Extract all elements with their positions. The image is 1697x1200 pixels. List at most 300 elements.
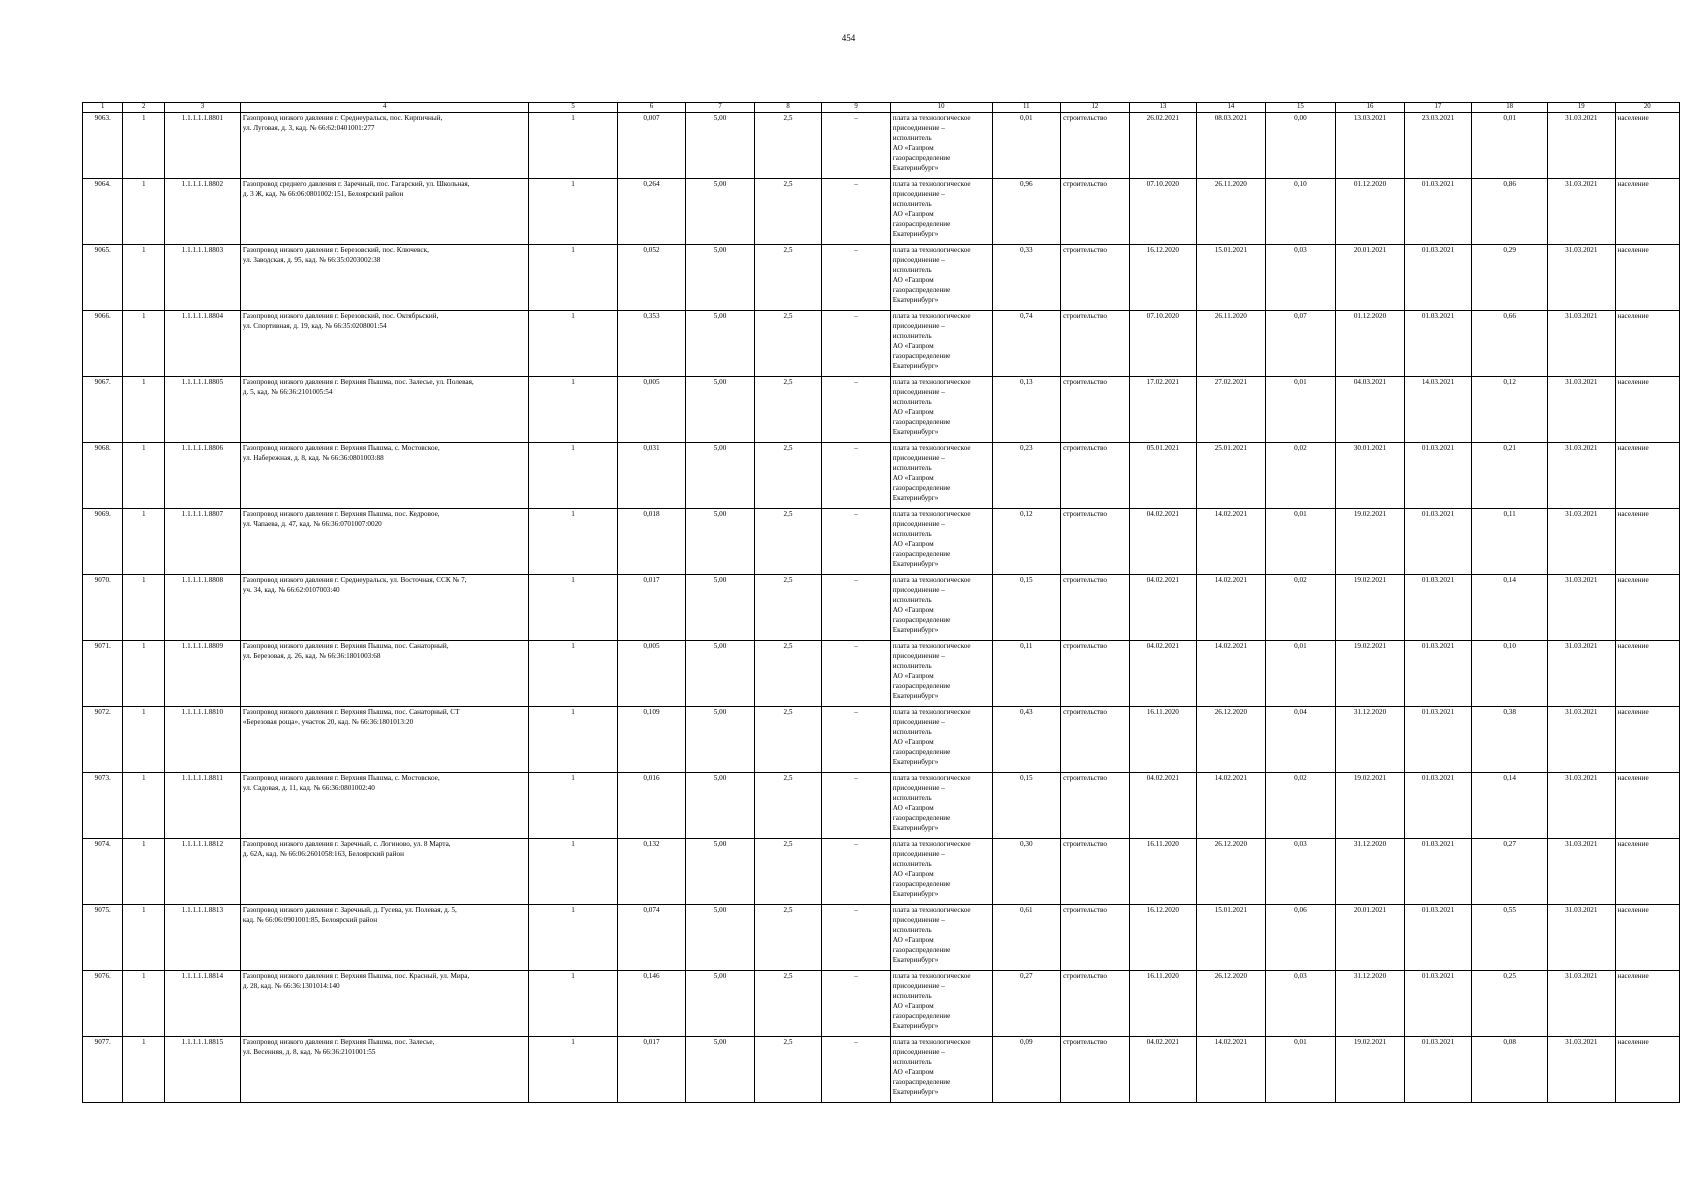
financing-source-line: Екатеринбург» (892, 692, 939, 700)
col18-value: 0,66 (1472, 311, 1548, 377)
start-date: 17.02.2021 (1129, 377, 1196, 443)
column-number-2: 2 (123, 103, 165, 113)
project-code: 1.1.1.1.1.8809 (165, 641, 241, 707)
financing-source-line: присоединение – (892, 190, 945, 198)
column-number-15: 15 (1265, 103, 1336, 113)
col5-value: 1 (529, 839, 617, 905)
col18-value: 0,14 (1472, 773, 1548, 839)
financing-source-line: АО «Газпром (892, 804, 934, 812)
work-type: строительство (1061, 773, 1130, 839)
financing-source-line: плата за технологическое (892, 774, 971, 782)
col7-value: 5,00 (686, 377, 755, 443)
investment-register-table (82, 102, 1680, 1103)
financing-source-line: присоединение – (892, 982, 945, 990)
financing-source-line: АО «Газпром (892, 936, 934, 944)
end-date: 14.02.2021 (1197, 1037, 1266, 1103)
col2-value: 1 (123, 113, 165, 179)
table-row (83, 509, 1680, 575)
description-line: Газопровод низкого давления г. Верхняя Пышма, пос. Санаторный, (242, 642, 449, 650)
financing-source-line: исполнитель (892, 596, 932, 604)
col5-value: 1 (529, 641, 617, 707)
col18-value: 0,12 (1472, 377, 1548, 443)
col5-value: 1 (529, 1037, 617, 1103)
financing-source-line: Екатеринбург» (892, 824, 939, 832)
financing-source-line: газораспределение (892, 484, 951, 492)
col7-value: 5,00 (686, 179, 755, 245)
col15-value: 0,10 (1265, 179, 1336, 245)
col7-value: 5,00 (686, 113, 755, 179)
date-17: 01.03.2021 (1404, 839, 1471, 905)
financing-source-line: плата за технологическое (892, 840, 971, 848)
object-description (240, 113, 529, 179)
col18-value: 0,01 (1472, 113, 1548, 179)
financing-source-line: АО «Газпром (892, 408, 934, 416)
col15-value: 0,03 (1265, 839, 1336, 905)
date-19: 31.03.2021 (1548, 839, 1615, 905)
financing-source-line: исполнитель (892, 464, 932, 472)
col15-value: 0,01 (1265, 641, 1336, 707)
financing-source (890, 641, 992, 707)
financing-source-line: газораспределение (892, 352, 951, 360)
description-line: Газопровод низкого давления г. Верхняя Пышма, пос. Красный, ул. Мира, (242, 972, 470, 980)
col2-value: 1 (123, 707, 165, 773)
row-number: 9077. (83, 1037, 123, 1103)
description-line: Газопровод низкого давления г. Верхняя Пышма, пос. Залесье, (242, 1038, 435, 1046)
financing-source-line: Екатеринбург» (892, 560, 939, 568)
column-number-1: 1 (83, 103, 123, 113)
financing-source-line: газораспределение (892, 748, 951, 756)
financing-source-line: плата за технологическое (892, 906, 971, 914)
financing-source-line: АО «Газпром (892, 342, 934, 350)
financing-source-line: АО «Газпром (892, 1068, 934, 1076)
financing-source-line: исполнитель (892, 662, 932, 670)
column-number-5: 5 (529, 103, 617, 113)
end-date: 14.02.2021 (1197, 509, 1266, 575)
cost-value: 0,01 (992, 113, 1061, 179)
description-line: ул. Березовая, д. 26, кад. № 66:36:1801003:68 (242, 652, 381, 660)
column-number-4: 4 (240, 103, 529, 113)
col9-value: – (822, 179, 891, 245)
financing-source-line: АО «Газпром (892, 540, 934, 548)
col15-value: 0,01 (1265, 377, 1336, 443)
date-16: 19.02.2021 (1336, 1037, 1405, 1103)
column-number-20: 20 (1615, 103, 1679, 113)
financing-source (890, 905, 992, 971)
financing-source (890, 113, 992, 179)
column-number-11: 11 (992, 103, 1061, 113)
col18-value: 0,08 (1472, 1037, 1548, 1103)
date-17: 01.03.2021 (1404, 971, 1471, 1037)
project-code: 1.1.1.1.1.8814 (165, 971, 241, 1037)
financing-source-line: АО «Газпром (892, 144, 934, 152)
length-value: 0,353 (617, 311, 686, 377)
col18-value: 0,21 (1472, 443, 1548, 509)
column-number-3: 3 (165, 103, 241, 113)
financing-source (890, 377, 992, 443)
col18-value: 0,29 (1472, 245, 1548, 311)
financing-source-line: исполнитель (892, 1058, 932, 1066)
row-number: 9068. (83, 443, 123, 509)
col18-value: 0,11 (1472, 509, 1548, 575)
col2-value: 1 (123, 773, 165, 839)
cost-value: 0,30 (992, 839, 1061, 905)
date-16: 19.02.2021 (1336, 773, 1405, 839)
date-19: 31.03.2021 (1548, 575, 1615, 641)
end-date: 14.02.2021 (1197, 641, 1266, 707)
col9-value: – (822, 245, 891, 311)
financing-source (890, 245, 992, 311)
financing-source-line: плата за технологическое (892, 114, 971, 122)
financing-source-line: плата за технологическое (892, 312, 971, 320)
start-date: 05.01.2021 (1129, 443, 1196, 509)
col18-value: 0,14 (1472, 575, 1548, 641)
description-line: ул. Садовая, д. 11, кад. № 66:36:0801002:40 (242, 784, 375, 792)
date-16: 19.02.2021 (1336, 641, 1405, 707)
col5-value: 1 (529, 773, 617, 839)
date-17: 23.03.2021 (1404, 113, 1471, 179)
financing-source-line: исполнитель (892, 134, 932, 142)
project-code: 1.1.1.1.1.8813 (165, 905, 241, 971)
cost-value: 0,11 (992, 641, 1061, 707)
financing-source-line: Екатеринбург» (892, 758, 939, 766)
financing-source-line: Екатеринбург» (892, 428, 939, 436)
col2-value: 1 (123, 1037, 165, 1103)
project-code: 1.1.1.1.1.8808 (165, 575, 241, 641)
end-date: 14.02.2021 (1197, 575, 1266, 641)
date-17: 14.03.2021 (1404, 377, 1471, 443)
start-date: 16.11.2020 (1129, 839, 1196, 905)
col15-value: 0,03 (1265, 245, 1336, 311)
date-16: 19.02.2021 (1336, 575, 1405, 641)
column-number-16: 16 (1336, 103, 1405, 113)
date-17: 01.03.2021 (1404, 1037, 1471, 1103)
description-line: ул. Чапаева, д. 47, кад. № 66:36:0701007:0020 (242, 520, 382, 528)
date-16: 04.03.2021 (1336, 377, 1405, 443)
cost-value: 0,33 (992, 245, 1061, 311)
description-line: Газопровод низкого давления г. Верхняя Пышма, с. Мостовское, (242, 444, 440, 452)
length-value: 0,132 (617, 839, 686, 905)
col8-value: 2,5 (754, 839, 821, 905)
financing-source-line: исполнитель (892, 332, 932, 340)
cost-value: 0,15 (992, 575, 1061, 641)
col5-value: 1 (529, 179, 617, 245)
date-16: 01.12.2020 (1336, 179, 1405, 245)
project-code: 1.1.1.1.1.8807 (165, 509, 241, 575)
date-19: 31.03.2021 (1548, 113, 1615, 179)
column-number-6: 6 (617, 103, 686, 113)
col9-value: – (822, 1037, 891, 1103)
financing-source-line: присоединение – (892, 652, 945, 660)
date-16: 19.02.2021 (1336, 509, 1405, 575)
financing-source (890, 443, 992, 509)
financing-source-line: АО «Газпром (892, 672, 934, 680)
work-type: строительство (1061, 839, 1130, 905)
date-19: 31.03.2021 (1548, 311, 1615, 377)
consumer-category: население (1615, 443, 1679, 509)
object-description (240, 575, 529, 641)
col8-value: 2,5 (754, 113, 821, 179)
consumer-category: население (1615, 311, 1679, 377)
end-date: 26.12.2020 (1197, 839, 1266, 905)
column-number-14: 14 (1197, 103, 1266, 113)
financing-source-line: газораспределение (892, 814, 951, 822)
financing-source-line: исполнитель (892, 728, 932, 736)
end-date: 15.01.2021 (1197, 245, 1266, 311)
work-type: строительство (1061, 113, 1130, 179)
col18-value: 0,38 (1472, 707, 1548, 773)
end-date: 14.02.2021 (1197, 773, 1266, 839)
financing-source-line: присоединение – (892, 454, 945, 462)
project-code: 1.1.1.1.1.8803 (165, 245, 241, 311)
col5-value: 1 (529, 905, 617, 971)
date-19: 31.03.2021 (1548, 707, 1615, 773)
consumer-category: население (1615, 641, 1679, 707)
col7-value: 5,00 (686, 575, 755, 641)
description-line: Газопровод низкого давления г. Березовский, пос. Ключевск, (242, 246, 429, 254)
financing-source (890, 179, 992, 245)
financing-source-line: газораспределение (892, 616, 951, 624)
cost-value: 0,15 (992, 773, 1061, 839)
project-code: 1.1.1.1.1.8815 (165, 1037, 241, 1103)
work-type: строительство (1061, 443, 1130, 509)
financing-source-line: плата за технологическое (892, 378, 971, 386)
consumer-category: население (1615, 377, 1679, 443)
financing-source-line: АО «Газпром (892, 738, 934, 746)
financing-source-line: газораспределение (892, 220, 951, 228)
col18-value: 0,86 (1472, 179, 1548, 245)
object-description (240, 1037, 529, 1103)
date-19: 31.03.2021 (1548, 773, 1615, 839)
col8-value: 2,5 (754, 377, 821, 443)
col2-value: 1 (123, 575, 165, 641)
start-date: 16.12.2020 (1129, 905, 1196, 971)
financing-source-line: газораспределение (892, 418, 951, 426)
col8-value: 2,5 (754, 245, 821, 311)
description-line: Газопровод низкого давления г. Верхняя Пышма, пос. Залесье, ул. Полевая, (242, 378, 474, 386)
date-17: 01.03.2021 (1404, 641, 1471, 707)
length-value: 0,264 (617, 179, 686, 245)
financing-source-line: присоединение – (892, 388, 945, 396)
row-number: 9069. (83, 509, 123, 575)
object-description (240, 839, 529, 905)
consumer-category: население (1615, 1037, 1679, 1103)
col9-value: – (822, 443, 891, 509)
col5-value: 1 (529, 311, 617, 377)
col5-value: 1 (529, 113, 617, 179)
col9-value: – (822, 773, 891, 839)
date-19: 31.03.2021 (1548, 971, 1615, 1037)
table-row (83, 971, 1680, 1037)
length-value: 0,005 (617, 641, 686, 707)
financing-source-line: Екатеринбург» (892, 296, 939, 304)
column-number-19: 19 (1548, 103, 1615, 113)
col2-value: 1 (123, 509, 165, 575)
financing-source-line: исполнитель (892, 992, 932, 1000)
cost-value: 0,13 (992, 377, 1061, 443)
date-17: 01.03.2021 (1404, 245, 1471, 311)
table-row (83, 113, 1680, 179)
financing-source-line: АО «Газпром (892, 210, 934, 218)
financing-source-line: исполнитель (892, 266, 932, 274)
col15-value: 0,02 (1265, 443, 1336, 509)
length-value: 0,007 (617, 113, 686, 179)
row-number: 9065. (83, 245, 123, 311)
financing-source-line: исполнитель (892, 530, 932, 538)
financing-source-line: Екатеринбург» (892, 494, 939, 502)
column-number-8: 8 (754, 103, 821, 113)
financing-source-line: присоединение – (892, 520, 945, 528)
col9-value: – (822, 905, 891, 971)
financing-source-line: газораспределение (892, 550, 951, 558)
consumer-category: население (1615, 971, 1679, 1037)
col7-value: 5,00 (686, 1037, 755, 1103)
row-number: 9075. (83, 905, 123, 971)
col18-value: 0,10 (1472, 641, 1548, 707)
col9-value: – (822, 971, 891, 1037)
financing-source-line: плата за технологическое (892, 972, 971, 980)
end-date: 26.12.2020 (1197, 971, 1266, 1037)
col15-value: 0,01 (1265, 509, 1336, 575)
col8-value: 2,5 (754, 311, 821, 377)
cost-value: 0,74 (992, 311, 1061, 377)
financing-source-line: газораспределение (892, 154, 951, 162)
financing-source-line: исполнитель (892, 860, 932, 868)
date-16: 13.03.2021 (1336, 113, 1405, 179)
length-value: 0,109 (617, 707, 686, 773)
length-value: 0,005 (617, 377, 686, 443)
column-number-10: 10 (890, 103, 992, 113)
financing-source (890, 575, 992, 641)
row-number: 9063. (83, 113, 123, 179)
financing-source-line: плата за технологическое (892, 510, 971, 518)
consumer-category: население (1615, 773, 1679, 839)
project-code: 1.1.1.1.1.8802 (165, 179, 241, 245)
length-value: 0,052 (617, 245, 686, 311)
col9-value: – (822, 509, 891, 575)
column-number-9: 9 (822, 103, 891, 113)
row-number: 9074. (83, 839, 123, 905)
table-row (83, 707, 1680, 773)
date-17: 01.03.2021 (1404, 443, 1471, 509)
object-description (240, 905, 529, 971)
date-16: 31.12.2020 (1336, 839, 1405, 905)
project-code: 1.1.1.1.1.8804 (165, 311, 241, 377)
col8-value: 2,5 (754, 707, 821, 773)
column-number-13: 13 (1129, 103, 1196, 113)
financing-source-line: газораспределение (892, 1078, 951, 1086)
end-date: 26.12.2020 (1197, 707, 1266, 773)
financing-source-line: газораспределение (892, 1012, 951, 1020)
financing-source-line: Екатеринбург» (892, 626, 939, 634)
col15-value: 0,02 (1265, 773, 1336, 839)
description-line: ул. Набережная, д. 8, кад. № 66:36:0801003:88 (242, 454, 384, 462)
description-line: Газопровод низкого давления г. Среднеуральск, пос. Кирпичный, (242, 114, 443, 122)
financing-source-line: плата за технологическое (892, 576, 971, 584)
column-number-18: 18 (1472, 103, 1548, 113)
table-row (83, 443, 1680, 509)
col9-value: – (822, 641, 891, 707)
financing-source-line: плата за технологическое (892, 708, 971, 716)
description-line: Газопровод низкого давления г. Верхняя Пышма, пос. Кедровое, (242, 510, 440, 518)
date-16: 31.12.2020 (1336, 971, 1405, 1037)
table-row (83, 773, 1680, 839)
financing-source-line: присоединение – (892, 850, 945, 858)
date-16: 20.01.2021 (1336, 245, 1405, 311)
description-line: ул. Спортивная, д. 19, кад. № 66:35:0208001:54 (242, 322, 387, 330)
col7-value: 5,00 (686, 773, 755, 839)
col8-value: 2,5 (754, 971, 821, 1037)
financing-source-line: плата за технологическое (892, 246, 971, 254)
financing-source-line: плата за технологическое (892, 444, 971, 452)
start-date: 16.12.2020 (1129, 245, 1196, 311)
consumer-category: население (1615, 575, 1679, 641)
col8-value: 2,5 (754, 509, 821, 575)
table-row (83, 641, 1680, 707)
length-value: 0,074 (617, 905, 686, 971)
row-number: 9066. (83, 311, 123, 377)
consumer-category: население (1615, 509, 1679, 575)
consumer-category: население (1615, 179, 1679, 245)
work-type: строительство (1061, 377, 1130, 443)
column-number-12: 12 (1061, 103, 1130, 113)
start-date: 26.02.2021 (1129, 113, 1196, 179)
date-19: 31.03.2021 (1548, 905, 1615, 971)
cost-value: 0,43 (992, 707, 1061, 773)
description-line: ул. Луговая, д. 3, кад. № 66:62:0401001:277 (242, 124, 375, 132)
financing-source-line: Екатеринбург» (892, 362, 939, 370)
financing-source-line: АО «Газпром (892, 1002, 934, 1010)
start-date: 16.11.2020 (1129, 971, 1196, 1037)
financing-source-line: исполнитель (892, 398, 932, 406)
table-row (83, 179, 1680, 245)
description-line: уч. 34, кад. № 66:62:0107003:40 (242, 586, 340, 594)
cost-value: 0,96 (992, 179, 1061, 245)
object-description (240, 707, 529, 773)
financing-source-line: плата за технологическое (892, 642, 971, 650)
description-line: д. 5, кад. № 66:36:2101005:54 (242, 388, 333, 396)
start-date: 04.02.2021 (1129, 509, 1196, 575)
col8-value: 2,5 (754, 1037, 821, 1103)
start-date: 16.11.2020 (1129, 707, 1196, 773)
consumer-category: население (1615, 839, 1679, 905)
table-row (83, 311, 1680, 377)
col2-value: 1 (123, 971, 165, 1037)
financing-source-line: АО «Газпром (892, 606, 934, 614)
date-17: 01.03.2021 (1404, 311, 1471, 377)
work-type: строительство (1061, 971, 1130, 1037)
financing-source-line: Екатеринбург» (892, 890, 939, 898)
date-17: 01.03.2021 (1404, 905, 1471, 971)
col2-value: 1 (123, 377, 165, 443)
date-19: 31.03.2021 (1548, 377, 1615, 443)
col2-value: 1 (123, 245, 165, 311)
work-type: строительство (1061, 245, 1130, 311)
project-code: 1.1.1.1.1.8810 (165, 707, 241, 773)
financing-source-line: исполнитель (892, 200, 932, 208)
financing-source (890, 311, 992, 377)
col5-value: 1 (529, 443, 617, 509)
cost-value: 0,12 (992, 509, 1061, 575)
object-description (240, 377, 529, 443)
start-date: 04.02.2021 (1129, 641, 1196, 707)
col5-value: 1 (529, 707, 617, 773)
object-description (240, 971, 529, 1037)
financing-source-line: газораспределение (892, 286, 951, 294)
start-date: 04.02.2021 (1129, 773, 1196, 839)
col2-value: 1 (123, 839, 165, 905)
col9-value: – (822, 575, 891, 641)
date-16: 30.01.2021 (1336, 443, 1405, 509)
